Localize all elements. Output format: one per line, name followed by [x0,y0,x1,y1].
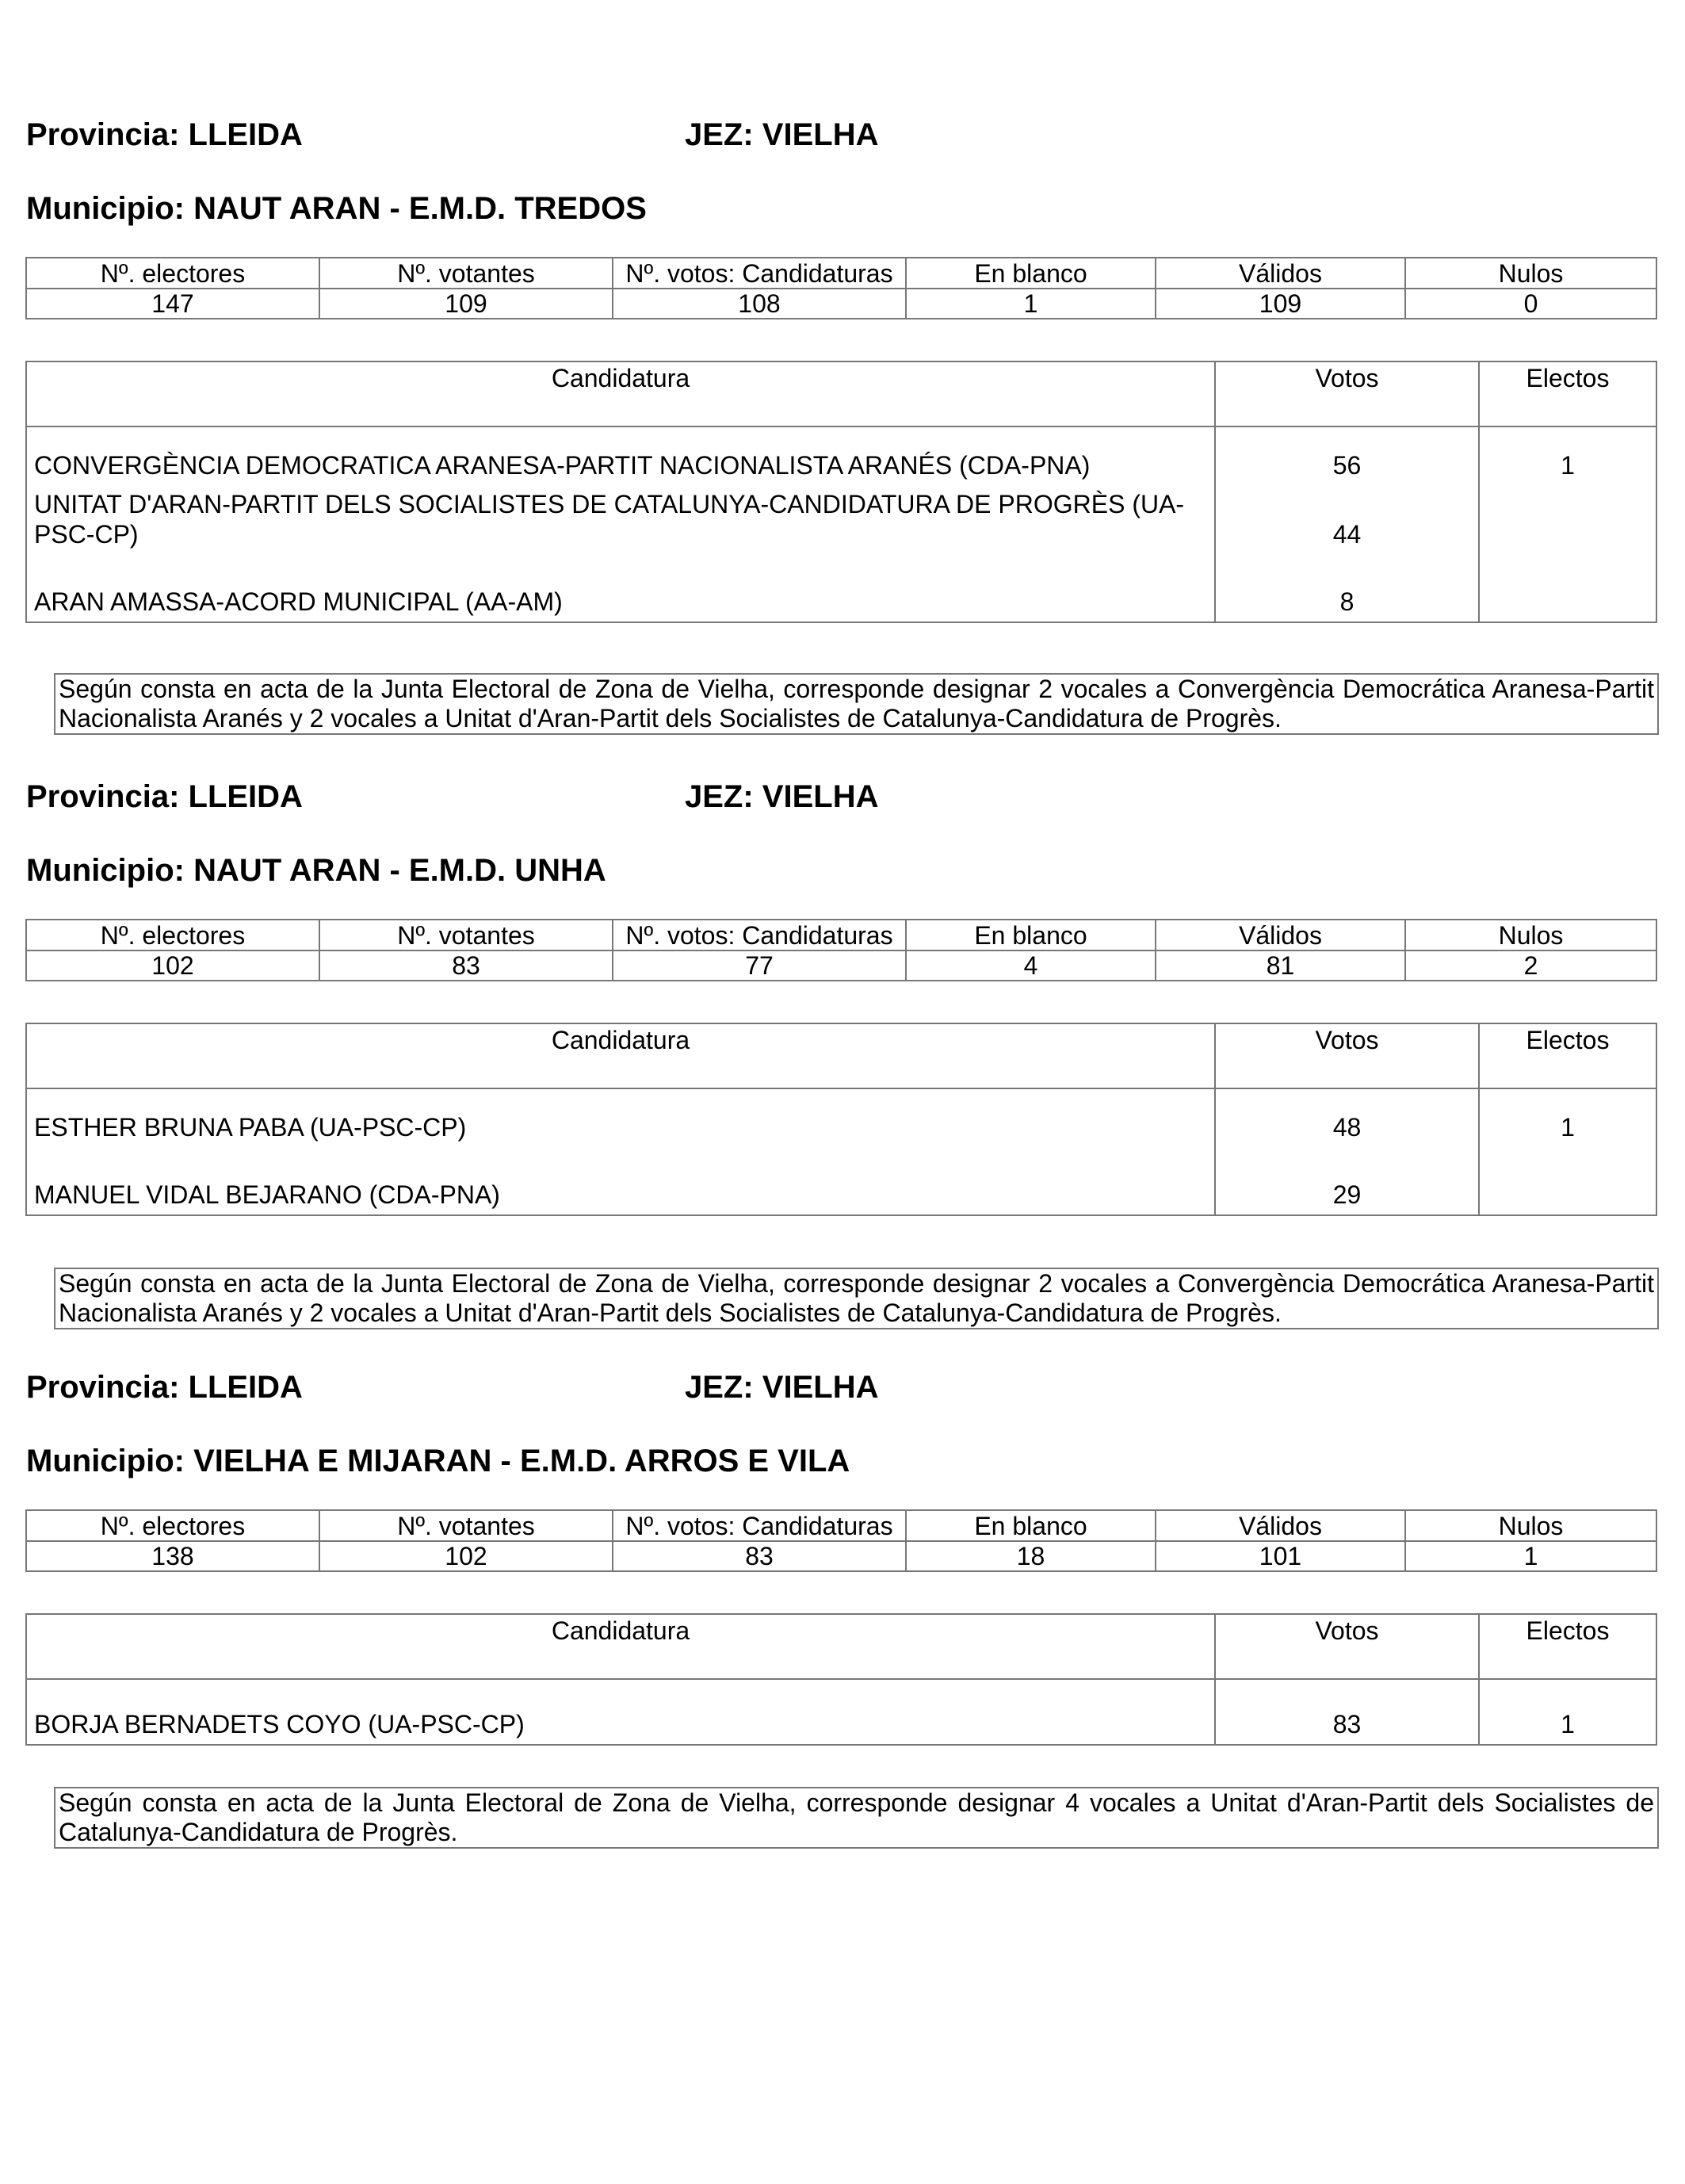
candidate-votos: 48 [1215,1088,1479,1147]
nulos-header: Nulos [1405,258,1656,289]
stats-value-row [26,289,1656,319]
candidate-name: UNITAT D'ARAN-PARTIT DELS SOCIALISTES DE CATALUNYA-CANDIDATURA DE PROGRÈS (UA-PSC-CP) [26,485,1215,554]
votos-header: Votos [1215,1614,1479,1679]
stats-header-row [26,258,1656,289]
nulos-value: 2 [1405,950,1656,981]
provincia-heading: Provincia: LLEIDA [26,1370,303,1405]
votantes-value: 102 [319,1541,613,1571]
electos-header: Electos [1479,361,1656,426]
electores-header: Nº. electores [26,258,319,289]
electores-value: 138 [26,1541,319,1571]
candidate-name: BORJA BERNADETS COYO (UA-PSC-CP) [26,1679,1215,1745]
candidate-name: ESTHER BRUNA PABA (UA-PSC-CP) [26,1088,1215,1147]
section-arros-e-vila [0,1253,1685,1855]
validos-header: Válidos [1156,920,1405,950]
candidate-votos: 83 [1215,1679,1479,1745]
stats-value-row [26,950,1656,981]
en-blanco-value: 1 [906,289,1156,319]
candidate-row [26,554,1656,622]
provincia-heading: Provincia: LLEIDA [26,779,303,814]
stats-table [25,257,1657,319]
municipio-heading: Municipio: NAUT ARAN - E.M.D. TREDOS [26,191,647,226]
candidate-name: ARAN AMASSA-ACORD MUNICIPAL (AA-AM) [26,554,1215,622]
electos-header: Electos [1479,1023,1656,1088]
stats-value-row [26,1541,1656,1571]
candidates-table [25,361,1657,623]
nulos-value: 0 [1405,289,1656,319]
municipio-heading: Municipio: NAUT ARAN - E.M.D. UNHA [26,853,606,888]
acta-note: Según consta en acta de la Junta Electoral de Zona de Vielha, corresponde designar 2 vocales a Convergència Democrática Aranesa-Partit Nacionalista Aranés y 2 vocales a Unitat d'Aran-Partit dels Socialistes de Catalunya-Candidatura de Progrès. [54,1268,1659,1329]
en-blanco-header: En blanco [906,258,1156,289]
candidatura-header: Candidatura [26,361,1215,426]
votos-candidaturas-value: 83 [613,1541,906,1571]
candidates-table [25,1023,1657,1216]
jez-heading: JEZ: VIELHA [685,1370,879,1405]
candidate-row [26,1088,1656,1147]
municipio-heading: Municipio: VIELHA E MIJARAN - E.M.D. ARROS E VILA [26,1444,850,1478]
candidate-row [26,1679,1656,1745]
en-blanco-value: 18 [906,1541,1156,1571]
candidate-name: CONVERGÈNCIA DEMOCRATICA ARANESA-PARTIT NACIONALISTA ARANÉS (CDA-PNA) [26,426,1215,485]
candidate-name: MANUEL VIDAL BEJARANO (CDA-PNA) [26,1147,1215,1215]
votos-candidaturas-header: Nº. votos: Candidaturas [613,258,906,289]
candidate-row [26,1147,1656,1215]
electores-header: Nº. electores [26,920,319,950]
electores-header: Nº. electores [26,1510,319,1541]
candidates-header-row [26,1023,1656,1088]
candidates-table [25,1613,1657,1746]
votantes-value: 109 [319,289,613,319]
candidate-votos: 29 [1215,1147,1479,1215]
stats-table [25,1509,1657,1572]
en-blanco-value: 4 [906,950,1156,981]
section-tredos [0,0,1685,732]
acta-note: Según consta en acta de la Junta Electoral de Zona de Vielha, corresponde designar 4 vocales a Unitat d'Aran-Partit dels Socialistes de Catalunya-Candidatura de Progrès. [54,1787,1659,1849]
candidate-votos: 8 [1215,554,1479,622]
validos-value: 81 [1156,950,1405,981]
candidate-electos: 1 [1479,426,1656,485]
votos-header: Votos [1215,361,1479,426]
electores-value: 147 [26,289,319,319]
votos-candidaturas-value: 77 [613,950,906,981]
votantes-header: Nº. votantes [319,920,613,950]
candidate-electos [1479,1147,1656,1215]
nulos-value: 1 [1405,1541,1656,1571]
jez-heading: JEZ: VIELHA [685,117,879,152]
votantes-header: Nº. votantes [319,1510,613,1541]
candidates-header-row [26,361,1656,426]
stats-header-row [26,920,1656,950]
validos-header: Válidos [1156,258,1405,289]
en-blanco-header: En blanco [906,920,1156,950]
electores-value: 102 [26,950,319,981]
jez-heading: JEZ: VIELHA [685,779,879,814]
stats-table [25,919,1657,981]
votantes-value: 83 [319,950,613,981]
electos-header: Electos [1479,1614,1656,1679]
candidate-row [26,426,1656,485]
candidatura-header: Candidatura [26,1023,1215,1088]
candidates-header-row [26,1614,1656,1679]
stats-header-row [26,1510,1656,1541]
candidate-electos [1479,554,1656,622]
candidate-electos [1479,485,1656,554]
votos-header: Votos [1215,1023,1479,1088]
validos-value: 101 [1156,1541,1405,1571]
candidate-electos: 1 [1479,1088,1656,1147]
nulos-header: Nulos [1405,1510,1656,1541]
nulos-header: Nulos [1405,920,1656,950]
provincia-heading: Provincia: LLEIDA [26,117,303,152]
candidatura-header: Candidatura [26,1614,1215,1679]
acta-note: Según consta en acta de la Junta Electoral de Zona de Vielha, corresponde designar 2 vocales a Convergència Democrática Aranesa-Partit Nacionalista Aranés y 2 vocales a Unitat d'Aran-Partit dels Socialistes de Catalunya-Candidatura de Progrès. [54,673,1659,735]
section-unha [0,662,1685,1327]
votos-candidaturas-header: Nº. votos: Candidaturas [613,1510,906,1541]
candidate-votos: 56 [1215,426,1479,485]
en-blanco-header: En blanco [906,1510,1156,1541]
candidate-row [26,485,1656,554]
validos-value: 109 [1156,289,1405,319]
votantes-header: Nº. votantes [319,258,613,289]
candidate-electos: 1 [1479,1679,1656,1745]
validos-header: Válidos [1156,1510,1405,1541]
votos-candidaturas-value: 108 [613,289,906,319]
candidate-votos: 44 [1215,485,1479,554]
votos-candidaturas-header: Nº. votos: Candidaturas [613,920,906,950]
